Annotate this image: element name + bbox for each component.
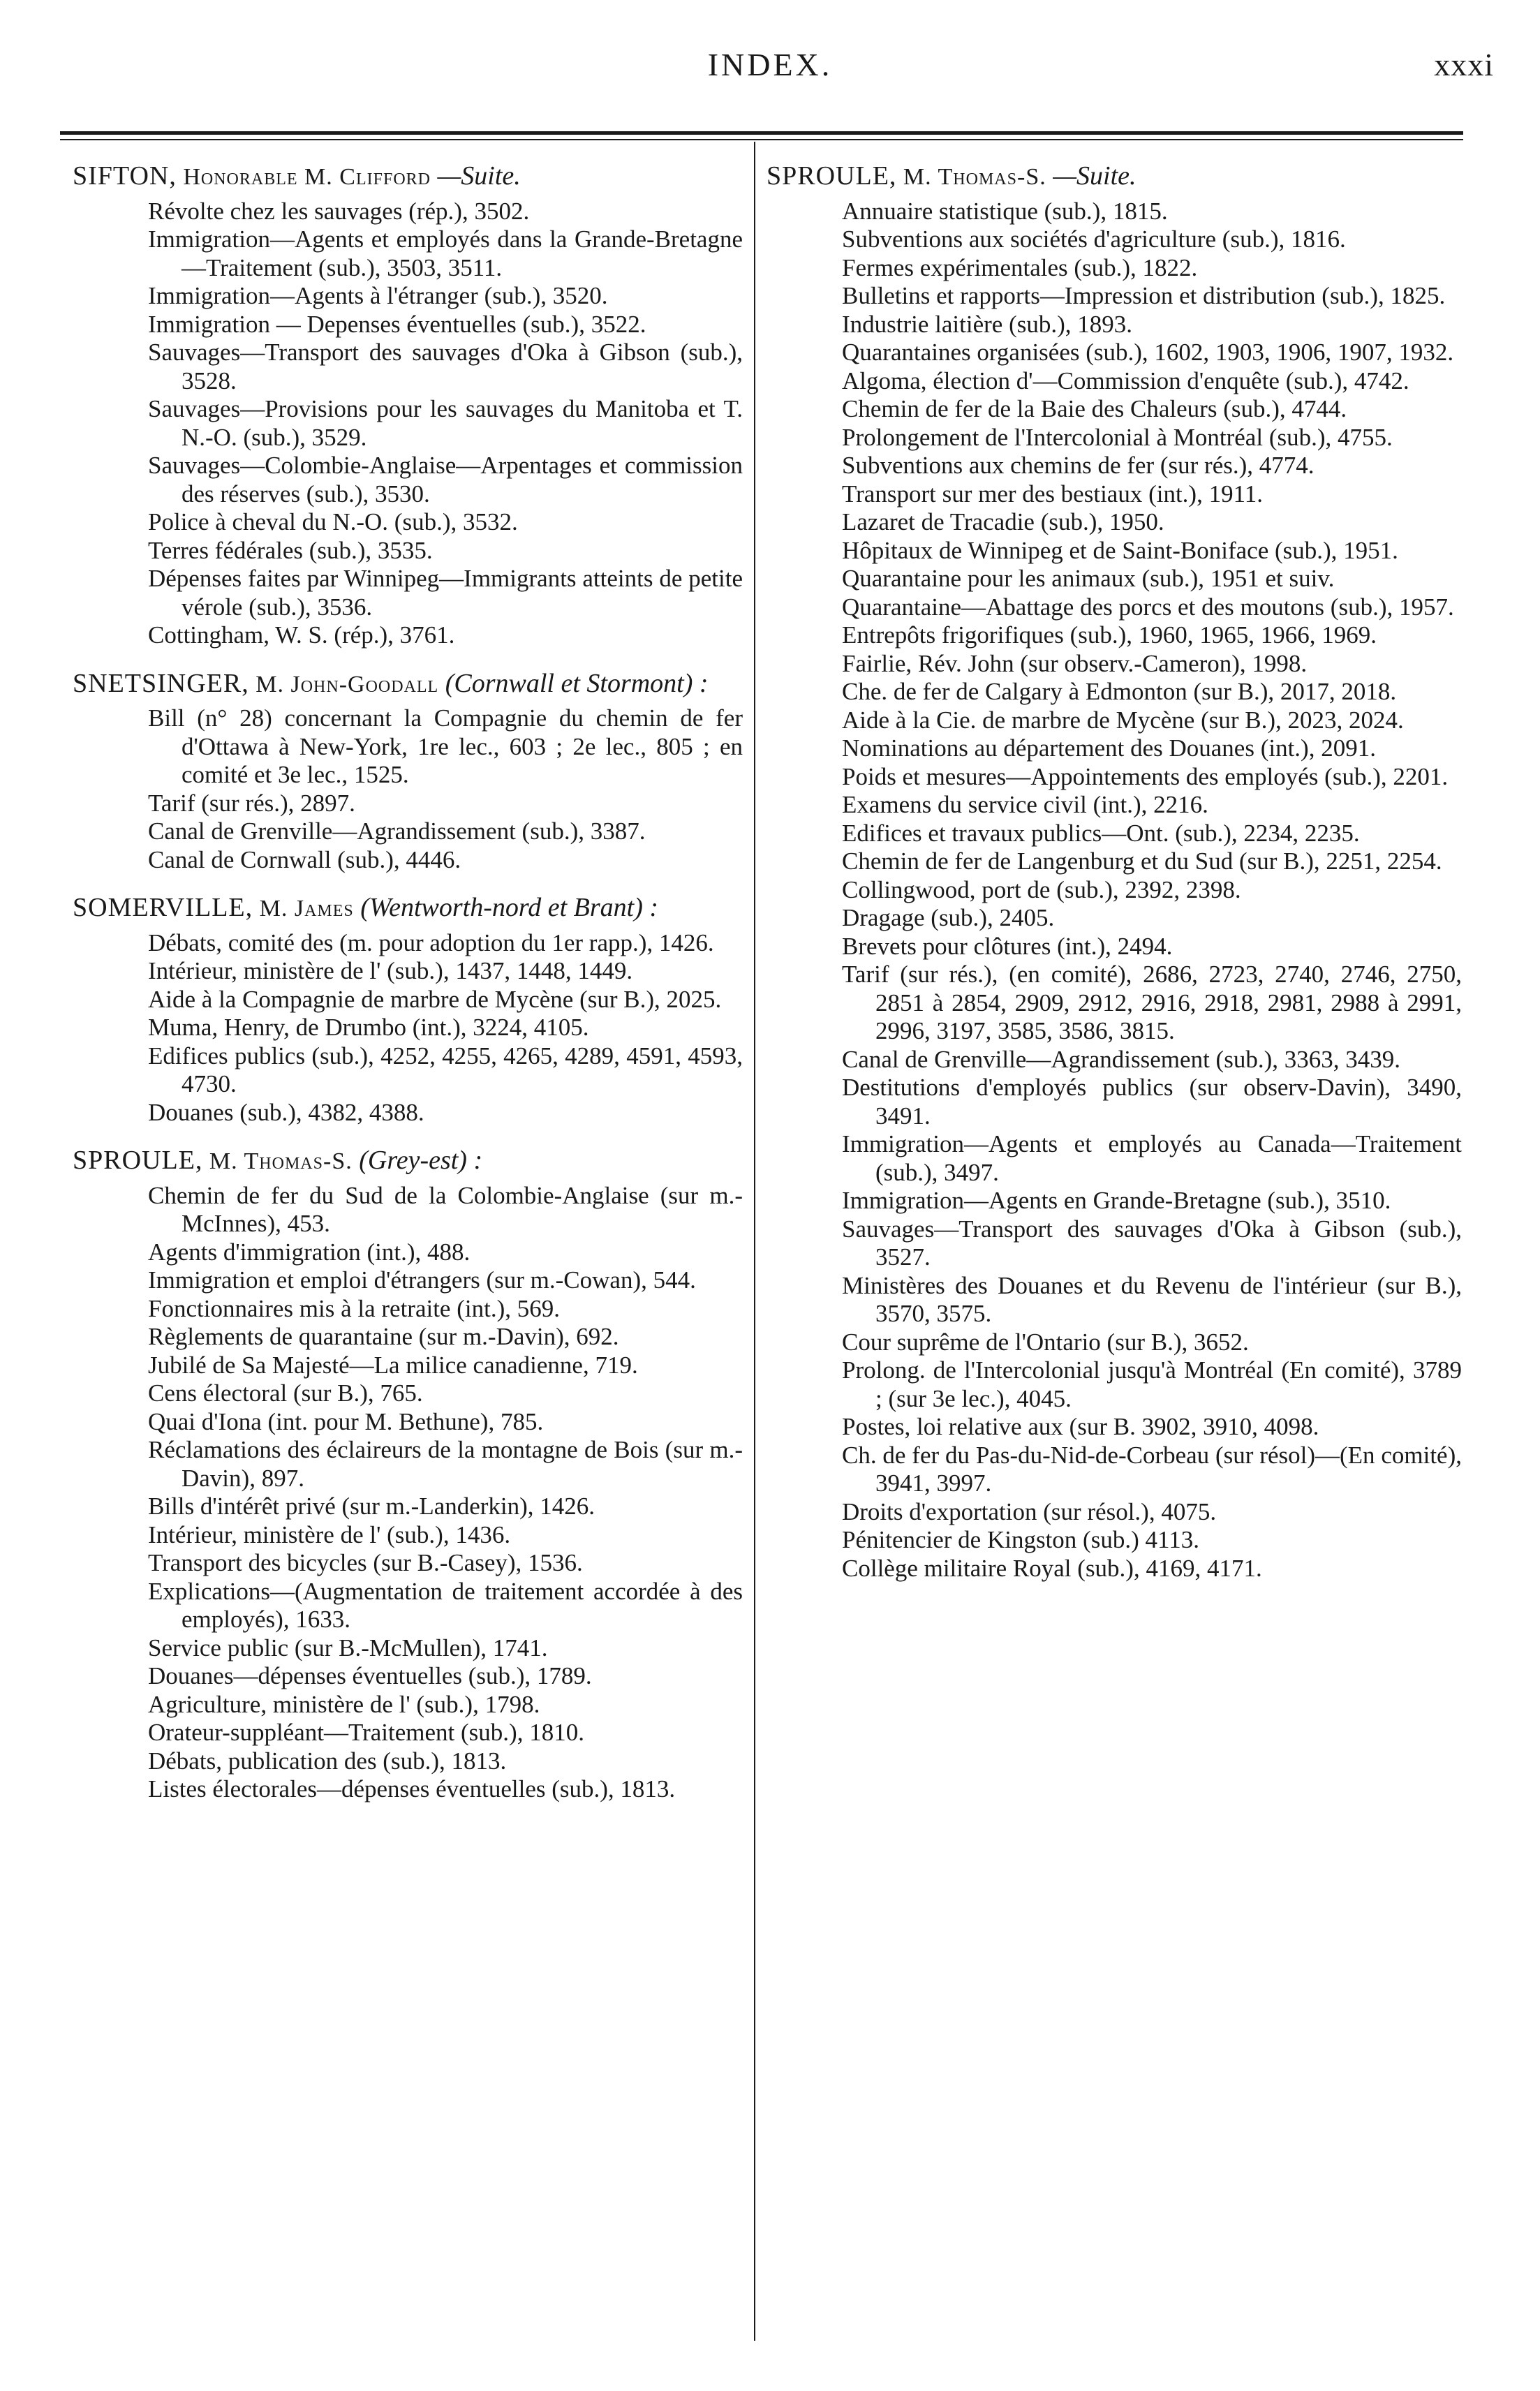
index-item: Transport sur mer des bestiaux (int.), 1911. — [842, 480, 1264, 508]
index-item: Intérieur, ministère de l' (sub.), 1436. — [148, 1520, 511, 1548]
index-item: Explications—(Augmentation de traitement accordée à des employés), 1633. — [148, 1577, 743, 1633]
index-item: Terres fédérales (sub.), 3535. — [148, 536, 433, 564]
entry-given-name: M. John-Goodall — [256, 671, 439, 697]
index-item: Dragage (sub.), 2405. — [842, 904, 1055, 931]
column-divider — [754, 142, 755, 2341]
index-item: Algoma, élection d'—Commission d'enquête (sub.), 4742. — [842, 367, 1409, 394]
entry-given-name: M. James — [259, 896, 354, 921]
index-item: Orateur-suppléant—Traitement (sub.), 1810. — [148, 1719, 584, 1746]
index-item: Cens électoral (sur B.), 765. — [148, 1379, 423, 1407]
index-item: Règlements de quarantaine (sur m.-Davin), 692. — [148, 1323, 619, 1350]
index-item: Droits d'exportation (sur résol.), 4075. — [842, 1497, 1217, 1525]
index-item: Collège militaire Royal (sub.), 4169, 4171. — [842, 1554, 1262, 1582]
entry-riding: (Wentworth-nord et Brant) : — [360, 893, 659, 922]
entry-heading — [73, 669, 743, 699]
index-item: Pénitencier de Kingston (sub.) 4113. — [842, 1526, 1199, 1553]
index-item: Douanes (sub.), 4382, 4388. — [148, 1098, 424, 1126]
index-item: Quai d'Iona (int. pour M. Bethune), 785. — [148, 1407, 544, 1435]
index-item: Fermes expérimentales (sub.), 1822. — [842, 253, 1198, 281]
index-item: Immigration—Agents à l'étranger (sub.), 3520. — [148, 282, 608, 309]
index-item: Ch. de fer du Pas-du-Nid-de-Corbeau (sur résol)—(En comité), 3941, 3997. — [842, 1441, 1462, 1497]
index-item: Collingwood, port de (sub.), 2392, 2398. — [842, 875, 1241, 903]
index-item: Edifices publics (sub.), 4252, 4255, 4265, 4289, 4591, 4593, 4730. — [148, 1042, 743, 1097]
index-item: Annuaire statistique (sub.), 1815. — [842, 197, 1168, 225]
index-item: Réclamations des éclaireurs de la montagne de Bois (sur m.-Davin), 897. — [148, 1436, 743, 1492]
index-item: Poids et mesures—Appointements des employés (sub.), 2201. — [842, 762, 1449, 790]
entry-surname: SNETSINGER, — [73, 668, 249, 698]
index-entry — [73, 162, 743, 650]
index-item: Agriculture, ministère de l' (sub.), 1798. — [148, 1690, 540, 1718]
index-item: Douanes—dépenses éventuelles (sub.), 1789. — [148, 1662, 592, 1689]
entry-surname: SIFTON, — [73, 161, 177, 191]
header-rule-thick — [60, 131, 1463, 135]
index-item: Aide à la Cie. de marbre de Mycène (sur B.), 2023, 2024. — [842, 706, 1404, 734]
entry-surname: SPROULE, — [73, 1146, 203, 1175]
entry-riding: —Suite. — [1053, 161, 1137, 191]
entry-riding: —Suite. — [437, 161, 521, 191]
index-entry — [767, 162, 1462, 1583]
index-item: Prolongement de l'Intercolonial à Montréal (sub.), 4755. — [842, 423, 1393, 451]
index-entry — [73, 1146, 743, 1804]
index-item: Subventions aux chemins de fer (sur rés.), 4774. — [842, 452, 1315, 479]
index-item: Cour suprême de l'Ontario (sur B.), 3652. — [842, 1328, 1249, 1356]
index-item: Examens du service civil (int.), 2216. — [842, 791, 1208, 818]
index-item: Quarantaines organisées (sub.), 1602, 1903, 1906, 1907, 1932. — [842, 339, 1454, 366]
index-entry — [73, 669, 743, 875]
index-item: Edifices et travaux publics—Ont. (sub.), 2234, 2235. — [842, 819, 1360, 847]
index-item: Débats, publication des (sub.), 1813. — [148, 1747, 507, 1775]
index-item: Canal de Grenville—Agrandissement (sub.), 3387. — [148, 817, 646, 845]
index-item: Nominations au département des Douanes (int.), 2091. — [842, 734, 1376, 762]
index-item: Entrepôts frigorifiques (sub.), 1960, 1965, 1966, 1969. — [842, 621, 1377, 649]
index-item: Transport des bicycles (sur B.-Casey), 1536. — [148, 1549, 583, 1576]
index-item: Listes électorales—dépenses éventuelles (sub.), 1813. — [148, 1775, 676, 1802]
index-entry — [73, 894, 743, 1127]
index-item: Tarif (sur rés.), 2897. — [148, 789, 355, 817]
index-item: Che. de fer de Calgary à Edmonton (sur B.), 2017, 2018. — [842, 678, 1397, 705]
entry-heading — [767, 162, 1462, 192]
entry-given-name: M. Thomas-S. — [903, 164, 1046, 190]
entry-riding: (Grey-est) : — [359, 1146, 483, 1175]
index-item: Immigration—Agents et employés au Canada—Traitement (sub.), 3497. — [842, 1130, 1462, 1186]
page-title: INDEX. — [707, 47, 833, 82]
index-item: Subventions aux sociétés d'agriculture (sub.), 1816. — [842, 225, 1346, 253]
index-item: Bills d'intérêt privé (sur m.-Landerkin), 1426. — [148, 1493, 595, 1520]
index-item: Dépenses faites par Winnipeg—Immigrants atteints de petite vérole (sub.), 3536. — [148, 565, 743, 621]
index-item: Postes, loi relative aux (sur B. 3902, 3910, 4098. — [842, 1413, 1319, 1440]
index-item: Lazaret de Tracadie (sub.), 1950. — [842, 508, 1164, 535]
index-item: Service public (sur B.-McMullen), 1741. — [148, 1634, 548, 1661]
index-item: Canal de Cornwall (sub.), 4446. — [148, 845, 461, 873]
entry-surname: SOMERVILLE, — [73, 893, 253, 922]
index-item: Révolte chez les sauvages (rép.), 3502. — [148, 197, 530, 225]
index-item: Quarantaine pour les animaux (sub.), 1951 et suiv. — [842, 565, 1335, 592]
entry-riding: (Cornwall et Stormont) : — [445, 668, 709, 698]
index-item: Bulletins et rapports—Impression et distribution (sub.), 1825. — [842, 282, 1446, 309]
index-item: Sauvages—Provisions pour les sauvages du Manitoba et T. N.-O. (sub.), 3529. — [148, 395, 743, 451]
index-item: Prolong. de l'Intercolonial jusqu'à Montréal (En comité), 3789 ; (sur 3e lec.), 4045. — [842, 1356, 1462, 1412]
entry-given-name: M. Thomas-S. — [209, 1148, 353, 1174]
index-item: Industrie laitière (sub.), 1893. — [842, 310, 1133, 338]
index-item: Fonctionnaires mis à la retraite (int.), 569. — [148, 1294, 560, 1322]
index-item: Canal de Grenville—Agrandissement (sub.), 3363, 3439. — [842, 1045, 1400, 1073]
index-item: Intérieur, ministère de l' (sub.), 1437, 1448, 1449. — [148, 957, 633, 984]
index-item: Immigration—Agents en Grande-Bretagne (sub.), 3510. — [842, 1187, 1391, 1214]
index-item: Hôpitaux de Winnipeg et de Saint-Boniface (sub.), 1951. — [842, 536, 1398, 564]
index-item: Muma, Henry, de Drumbo (int.), 3224, 4105. — [148, 1014, 589, 1041]
index-item: Chemin de fer du Sud de la Colombie-Anglaise (sur m.-McInnes), 453. — [148, 1181, 743, 1237]
entry-heading — [73, 162, 743, 192]
index-item: Immigration et emploi d'étrangers (sur m.-Cowan), 544. — [148, 1266, 696, 1294]
index-item: Chemin de fer de la Baie des Chaleurs (sub.), 4744. — [842, 395, 1347, 422]
index-item: Agents d'immigration (int.), 488. — [148, 1238, 471, 1266]
index-item: Tarif (sur rés.), (en comité), 2686, 2723, 2740, 2746, 2750, 2851 à 2854, 2909, 2912, 2916, 2918, 2981, 2988 à 2991, 2996, 3197, 3585, 3586, 3815. — [842, 961, 1462, 1044]
index-item: Sauvages—Transport des sauvages d'Oka à Gibson (sub.), 3527. — [842, 1215, 1462, 1271]
entry-heading — [73, 1146, 743, 1176]
index-item: Sauvages—Colombie-Anglaise—Arpentages et commission des réserves (sub.), 3530. — [148, 452, 743, 508]
index-item: Immigration—Agents et employés dans la Grande-Bretagne—Traitement (sub.), 3503, 3511. — [148, 225, 743, 281]
index-item: Jubilé de Sa Majesté—La milice canadienne, 719. — [148, 1351, 638, 1379]
index-item: Fairlie, Rév. John (sur observ.-Cameron), 1998. — [842, 649, 1308, 677]
index-item: Destitutions d'employés publics (sur observ-Davin), 3490, 3491. — [842, 1074, 1462, 1130]
index-item: Quarantaine—Abattage des porcs et des moutons (sub.), 1957. — [842, 593, 1454, 621]
index-item: Ministères des Douanes et du Revenu de l'intérieur (sur B.), 3570, 3575. — [842, 1271, 1462, 1327]
right-column — [767, 162, 1462, 1602]
left-column — [73, 162, 743, 1823]
index-item: Aide à la Compagnie de marbre de Mycène (sur B.), 2025. — [148, 985, 722, 1013]
index-item: Police à cheval du N.-O. (sub.), 3532. — [148, 508, 518, 535]
entry-given-name: Honorable M. Clifford — [183, 164, 431, 190]
index-item: Sauvages—Transport des sauvages d'Oka à Gibson (sub.), 3528. — [148, 339, 743, 394]
page-number: xxxi — [1434, 47, 1494, 82]
entry-surname: SPROULE, — [767, 161, 897, 191]
header-rule-thin — [60, 139, 1463, 140]
index-item: Brevets pour clôtures (int.), 2494. — [842, 932, 1173, 960]
entry-heading — [73, 894, 743, 924]
index-item: Immigration — Depenses éventuelles (sub.), 3522. — [148, 310, 646, 338]
index-item: Cottingham, W. S. (rép.), 3761. — [148, 621, 455, 649]
index-item: Débats, comité des (m. pour adoption du 1er rapp.), 1426. — [148, 928, 714, 956]
index-item: Chemin de fer de Langenburg et du Sud (sur B.), 2251, 2254. — [842, 847, 1442, 875]
index-item: Bill (n° 28) concernant la Compagnie du chemin de fer d'Ottawa à New-York, 1re lec., 603 ; 2e lec., 805 ; en comité et 3e lec., 1525. — [148, 704, 743, 788]
